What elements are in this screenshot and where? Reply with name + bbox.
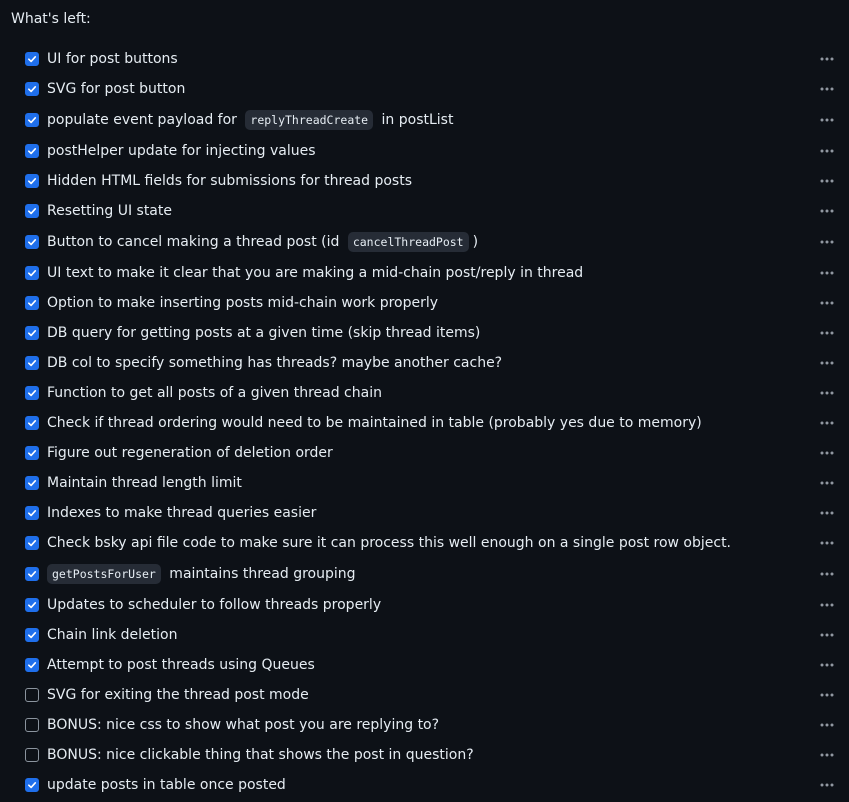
task-options-button[interactable] (818, 535, 836, 551)
inline-code: getPostsForUser (47, 564, 161, 584)
task-item (0, 348, 849, 378)
task-label (47, 104, 453, 136)
task-checkbox[interactable] (25, 266, 39, 280)
task-checkbox[interactable] (25, 356, 39, 370)
task-options-button[interactable] (818, 627, 836, 643)
task-label (47, 44, 178, 74)
kebab-horizontal-icon (819, 415, 835, 431)
check-icon (27, 146, 37, 156)
task-label (47, 258, 583, 288)
kebab-horizontal-icon (819, 445, 835, 461)
task-text: Figure out regeneration of deletion order (47, 445, 333, 461)
task-item (0, 770, 849, 800)
task-checkbox[interactable] (25, 144, 39, 158)
task-checkbox[interactable] (25, 778, 39, 792)
task-label (47, 680, 309, 710)
task-label (47, 74, 185, 104)
task-item (0, 438, 849, 468)
kebab-horizontal-icon (819, 173, 835, 189)
task-checkbox[interactable] (25, 718, 39, 732)
task-item (0, 498, 849, 528)
check-icon (27, 508, 37, 518)
task-text: populate event payload for (47, 112, 242, 128)
task-text: SVG for post button (47, 81, 186, 97)
kebab-horizontal-icon (819, 295, 835, 311)
task-text: Hidden HTML fields for submissions for thread posts (47, 173, 412, 189)
kebab-horizontal-icon (819, 51, 835, 67)
kebab-horizontal-icon (819, 657, 835, 673)
task-options-button[interactable] (818, 597, 836, 613)
kebab-horizontal-icon (819, 717, 835, 733)
task-checkbox[interactable] (25, 174, 39, 188)
task-options-button[interactable] (818, 355, 836, 371)
task-text: ) (472, 234, 479, 250)
task-text: Button to cancel making a thread post (id (47, 234, 344, 250)
task-options-button[interactable] (818, 747, 836, 763)
task-label (47, 740, 474, 770)
task-options-button[interactable] (818, 295, 836, 311)
task-item (0, 166, 849, 196)
task-label (47, 528, 731, 558)
task-text: maintains thread grouping (164, 566, 356, 582)
task-checkbox[interactable] (25, 688, 39, 702)
check-icon (27, 115, 37, 125)
task-options-button[interactable] (818, 445, 836, 461)
task-options-button[interactable] (818, 81, 836, 97)
task-checkbox[interactable] (25, 506, 39, 520)
task-item (0, 468, 849, 498)
task-text: Attempt to post threads using Queues (47, 657, 315, 673)
task-item (0, 378, 849, 408)
task-text: UI text to make it clear that you are making a mid-chain post/reply in thread (47, 265, 584, 281)
task-text: Function to get all posts of a given thread chain (47, 385, 382, 401)
check-icon (27, 780, 37, 790)
task-text: UI for post buttons (47, 51, 178, 67)
kebab-horizontal-icon (819, 566, 835, 582)
check-icon (27, 328, 37, 338)
task-label (47, 438, 333, 468)
kebab-horizontal-icon (819, 535, 835, 551)
task-text: BONUS: nice clickable thing that shows the post in question? (47, 747, 474, 763)
task-text: Check bsky api file code to make sure it can process this well enough on a single post row object. (47, 535, 732, 551)
task-label (47, 650, 315, 680)
kebab-horizontal-icon (819, 475, 835, 491)
task-label (47, 710, 439, 740)
check-icon (27, 176, 37, 186)
check-icon (27, 478, 37, 488)
check-icon (27, 298, 37, 308)
task-options-button[interactable] (818, 173, 836, 189)
task-options-button[interactable] (818, 505, 836, 521)
check-icon (27, 268, 37, 278)
task-checkbox[interactable] (25, 476, 39, 490)
kebab-horizontal-icon (819, 234, 835, 250)
task-label (47, 498, 316, 528)
check-icon (27, 84, 37, 94)
task-label (47, 166, 412, 196)
task-checkbox[interactable] (25, 386, 39, 400)
check-icon (27, 388, 37, 398)
task-checkbox[interactable] (25, 536, 39, 550)
task-text: Chain link deletion (47, 627, 178, 643)
task-text: DB query for getting posts at a given time (skip thread items) (47, 325, 481, 341)
check-icon (27, 569, 37, 579)
section-heading: What's left: (11, 11, 91, 27)
task-item (0, 318, 849, 348)
inline-code: replyThreadCreate (245, 110, 373, 130)
task-label (47, 590, 381, 620)
task-item (0, 680, 849, 710)
task-options-button[interactable] (818, 415, 836, 431)
kebab-horizontal-icon (819, 355, 835, 371)
task-checkbox[interactable] (25, 628, 39, 642)
check-icon (27, 630, 37, 640)
task-checkbox[interactable] (25, 416, 39, 430)
task-checkbox[interactable] (25, 326, 39, 340)
task-item (0, 710, 849, 740)
task-text: DB col to specify something has threads? maybe another cache? (47, 355, 503, 371)
task-item (0, 620, 849, 650)
task-options-button[interactable] (818, 687, 836, 703)
task-options-button[interactable] (818, 777, 836, 793)
task-item (0, 74, 849, 104)
task-options-button[interactable] (818, 566, 836, 582)
task-checkbox[interactable] (25, 567, 39, 581)
check-icon (27, 206, 37, 216)
task-checkbox[interactable] (25, 658, 39, 672)
task-options-button[interactable] (818, 112, 836, 128)
check-icon (27, 358, 37, 368)
check-icon (27, 448, 37, 458)
task-options-button[interactable] (818, 234, 836, 250)
task-checkbox[interactable] (25, 82, 39, 96)
kebab-horizontal-icon (819, 112, 835, 128)
task-checkbox[interactable] (25, 113, 39, 127)
task-options-button[interactable] (818, 51, 836, 67)
task-checkbox[interactable] (25, 235, 39, 249)
task-label (47, 196, 172, 226)
task-label (47, 136, 316, 166)
task-text: Option to make inserting posts mid-chain work properly (47, 295, 439, 311)
task-checkbox[interactable] (25, 598, 39, 612)
task-checkbox[interactable] (25, 204, 39, 218)
kebab-horizontal-icon (819, 385, 835, 401)
kebab-horizontal-icon (819, 203, 835, 219)
kebab-horizontal-icon (819, 777, 835, 793)
task-options-button[interactable] (818, 325, 836, 341)
task-text: Maintain thread length limit (47, 475, 242, 491)
task-label (47, 408, 702, 438)
check-icon (27, 538, 37, 548)
task-label (47, 318, 480, 348)
task-text: Check if thread ordering would need to be maintained in table (probably yes due to memory) (47, 415, 702, 431)
task-item (0, 136, 849, 166)
task-item (0, 44, 849, 74)
task-options-button[interactable] (818, 657, 836, 673)
task-item (0, 650, 849, 680)
kebab-horizontal-icon (819, 81, 835, 97)
task-text: Indexes to make thread queries easier (47, 505, 317, 521)
task-text: update posts in table once posted (47, 777, 286, 793)
task-item (0, 528, 849, 558)
task-label (47, 348, 502, 378)
task-label (47, 378, 382, 408)
task-text: in postList (377, 112, 454, 128)
kebab-horizontal-icon (819, 597, 835, 613)
kebab-horizontal-icon (819, 325, 835, 341)
kebab-horizontal-icon (819, 627, 835, 643)
task-options-button[interactable] (818, 717, 836, 733)
task-item (0, 226, 849, 258)
task-text: SVG for exiting the thread post mode (47, 687, 309, 703)
kebab-horizontal-icon (819, 143, 835, 159)
check-icon (27, 660, 37, 670)
kebab-horizontal-icon (819, 747, 835, 763)
task-item (0, 740, 849, 770)
kebab-horizontal-icon (819, 265, 835, 281)
task-text: BONUS: nice css to show what post you are replying to? (47, 717, 440, 733)
check-icon (27, 600, 37, 610)
task-item (0, 258, 849, 288)
task-text: postHelper update for injecting values (47, 143, 316, 159)
task-item (0, 288, 849, 318)
task-options-button[interactable] (818, 143, 836, 159)
task-label (47, 558, 356, 590)
task-label (47, 226, 478, 258)
inline-code: cancelThreadPost (348, 232, 469, 252)
task-item (0, 558, 849, 590)
kebab-horizontal-icon (819, 687, 835, 703)
check-icon (27, 418, 37, 428)
task-item (0, 408, 849, 438)
task-item (0, 104, 849, 136)
task-options-button[interactable] (818, 203, 836, 219)
task-label (47, 620, 177, 650)
task-item (0, 590, 849, 620)
task-options-button[interactable] (818, 265, 836, 281)
task-label (47, 468, 242, 498)
task-text: Resetting UI state (47, 203, 172, 219)
task-checkbox[interactable] (25, 296, 39, 310)
task-text: Updates to scheduler to follow threads properly (47, 597, 382, 613)
task-list (0, 44, 849, 800)
task-options-button[interactable] (818, 385, 836, 401)
task-checkbox[interactable] (25, 52, 39, 66)
task-checkbox[interactable] (25, 748, 39, 762)
check-icon (27, 54, 37, 64)
task-options-button[interactable] (818, 475, 836, 491)
task-label (47, 288, 438, 318)
check-icon (27, 237, 37, 247)
task-item (0, 196, 849, 226)
kebab-horizontal-icon (819, 505, 835, 521)
task-checkbox[interactable] (25, 446, 39, 460)
task-label (47, 770, 286, 800)
